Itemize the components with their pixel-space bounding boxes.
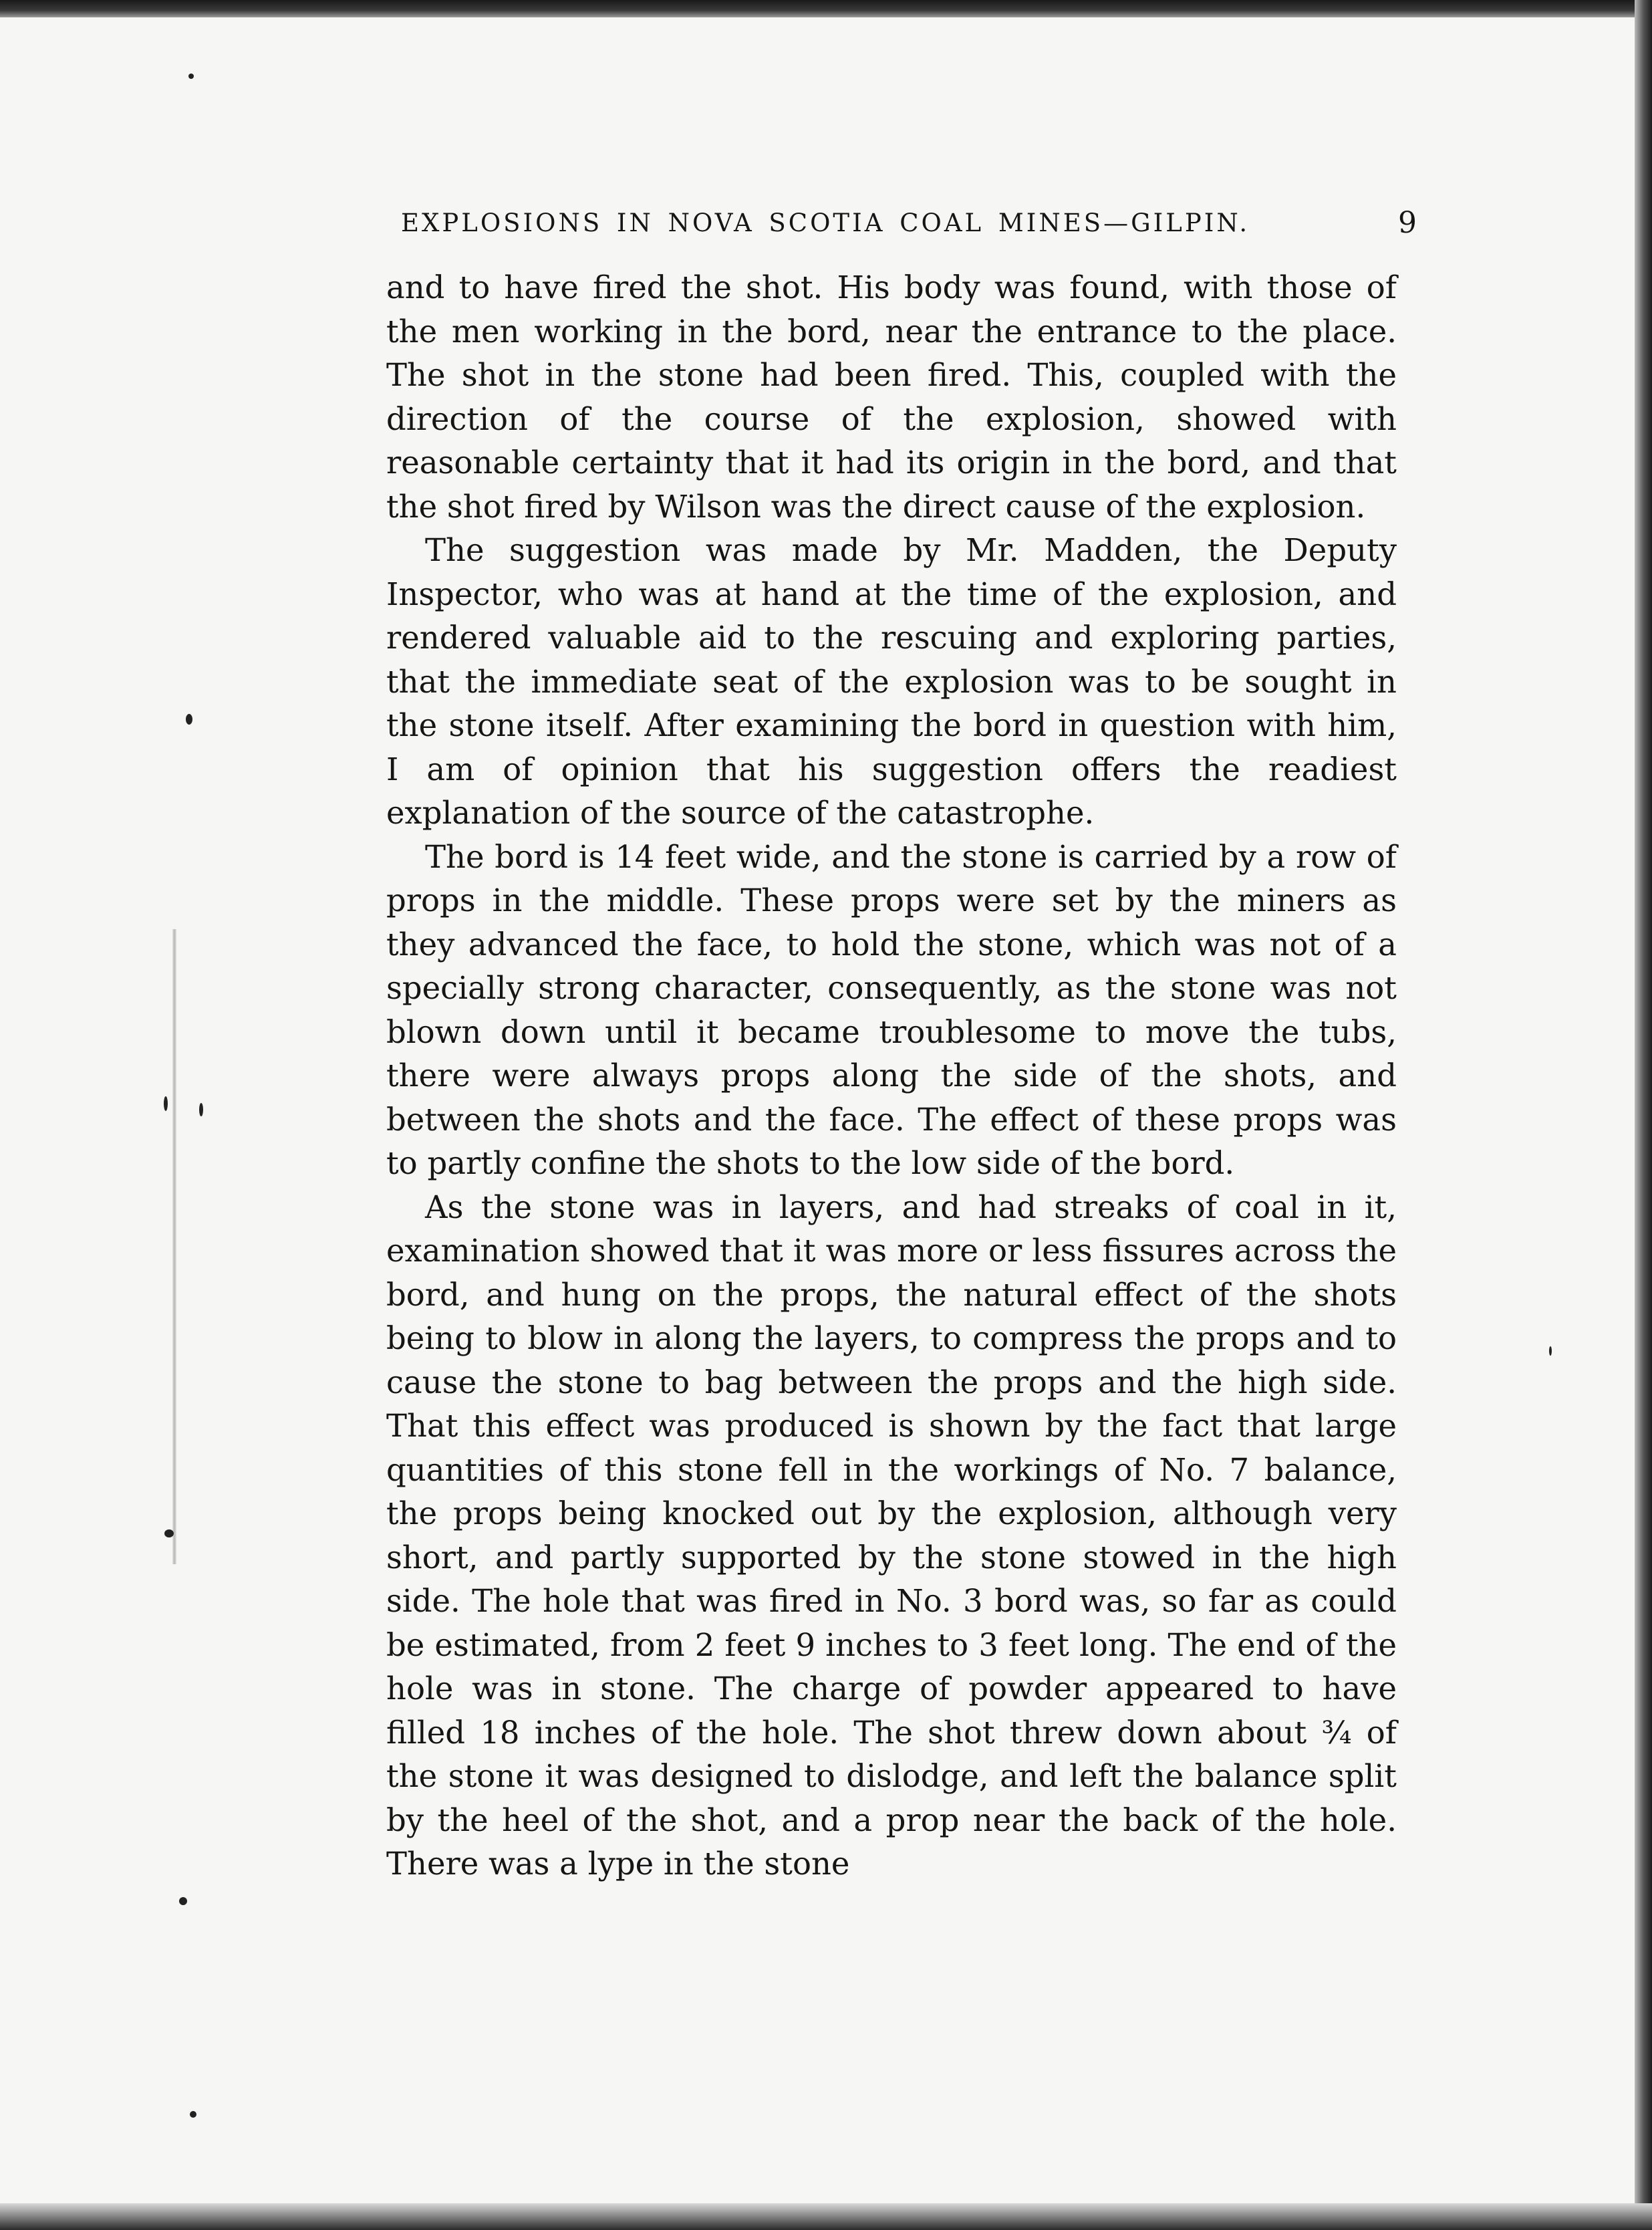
scan-right-border bbox=[1635, 0, 1652, 2230]
page-header bbox=[401, 206, 1417, 249]
paragraph: The bord is 14 feet wide, and the stone is carried by a row of props in the middle. These props were set by the miners as they advanced the face, to hold the stone, which was not of a specially strong character, consequently, as the stone was not blown down until it became troublesome to move the tubs, there were always props along the side of the shots, and between the shots and the face. The effect of these props was to partly confine the shots to the low side of the bord. bbox=[386, 838, 1397, 1181]
body-text bbox=[386, 266, 1397, 1886]
scan-bottom-border bbox=[0, 2203, 1652, 2230]
scan-speck bbox=[164, 1096, 168, 1111]
scan-speck bbox=[188, 74, 194, 79]
binding-shadow bbox=[172, 929, 176, 1564]
scan-speck bbox=[199, 1103, 203, 1116]
running-head: EXPLOSIONS IN NOVA SCOTIA COAL MINES—GILPIN. bbox=[401, 209, 1250, 237]
scan-speck bbox=[186, 714, 192, 725]
scan-speck bbox=[179, 1897, 187, 1905]
page-number: 9 bbox=[1398, 206, 1417, 240]
paragraph: and to have fired the shot. His body was found, with those of the men working in the bord, near the entrance to the place. The shot in the stone had been fired. This, coupled with the direction of the course of the explosion, showed with reasonable certainty that it had its origin in the bord, and that the shot fired by Wilson was the direct cause of the explosion. bbox=[386, 269, 1397, 525]
scan-speck bbox=[190, 2111, 196, 2118]
scan-top-border bbox=[0, 0, 1652, 17]
scan-speck bbox=[1549, 1346, 1552, 1356]
paragraph: The suggestion was made by Mr. Madden, the Deputy Inspector, who was at hand at the time of the explosion, and rendered valuable aid to the rescuing and exploring parties, that the immediate seat of the explosion was to be sought in the stone itself. After examining the bord in question with him, I am of opinion that his suggestion offers the readiest explanation of the source of the catastrophe. bbox=[386, 532, 1397, 831]
paragraph: As the stone was in layers, and had streaks of coal in it, examination showed that it was more or less fissures across the bord, and hung on the props, the natural effect of the shots being to blow in along the layers, to compress the props and to cause the stone to bag between the props and the high side. That this effect was produced is shown by the fact that large quantities of this stone fell in the workings of No. 7 balance, the props being knocked out by the explosion, although very short, and partly supported by the stone stowed in the high side. The hole that was fired in No. 3 bord was, so far as could be estimated, from 2 feet 9 inches to 3 feet long. The end of the hole was in stone. The charge of powder appeared to have filled 18 inches of the hole. The shot threw down about ¾ of the stone it was designed to dislodge, and left the balance split by the heel of the shot, and a prop near the back of the hole. There was a lype in the stone bbox=[386, 1189, 1397, 1882]
scan-speck bbox=[164, 1529, 174, 1537]
